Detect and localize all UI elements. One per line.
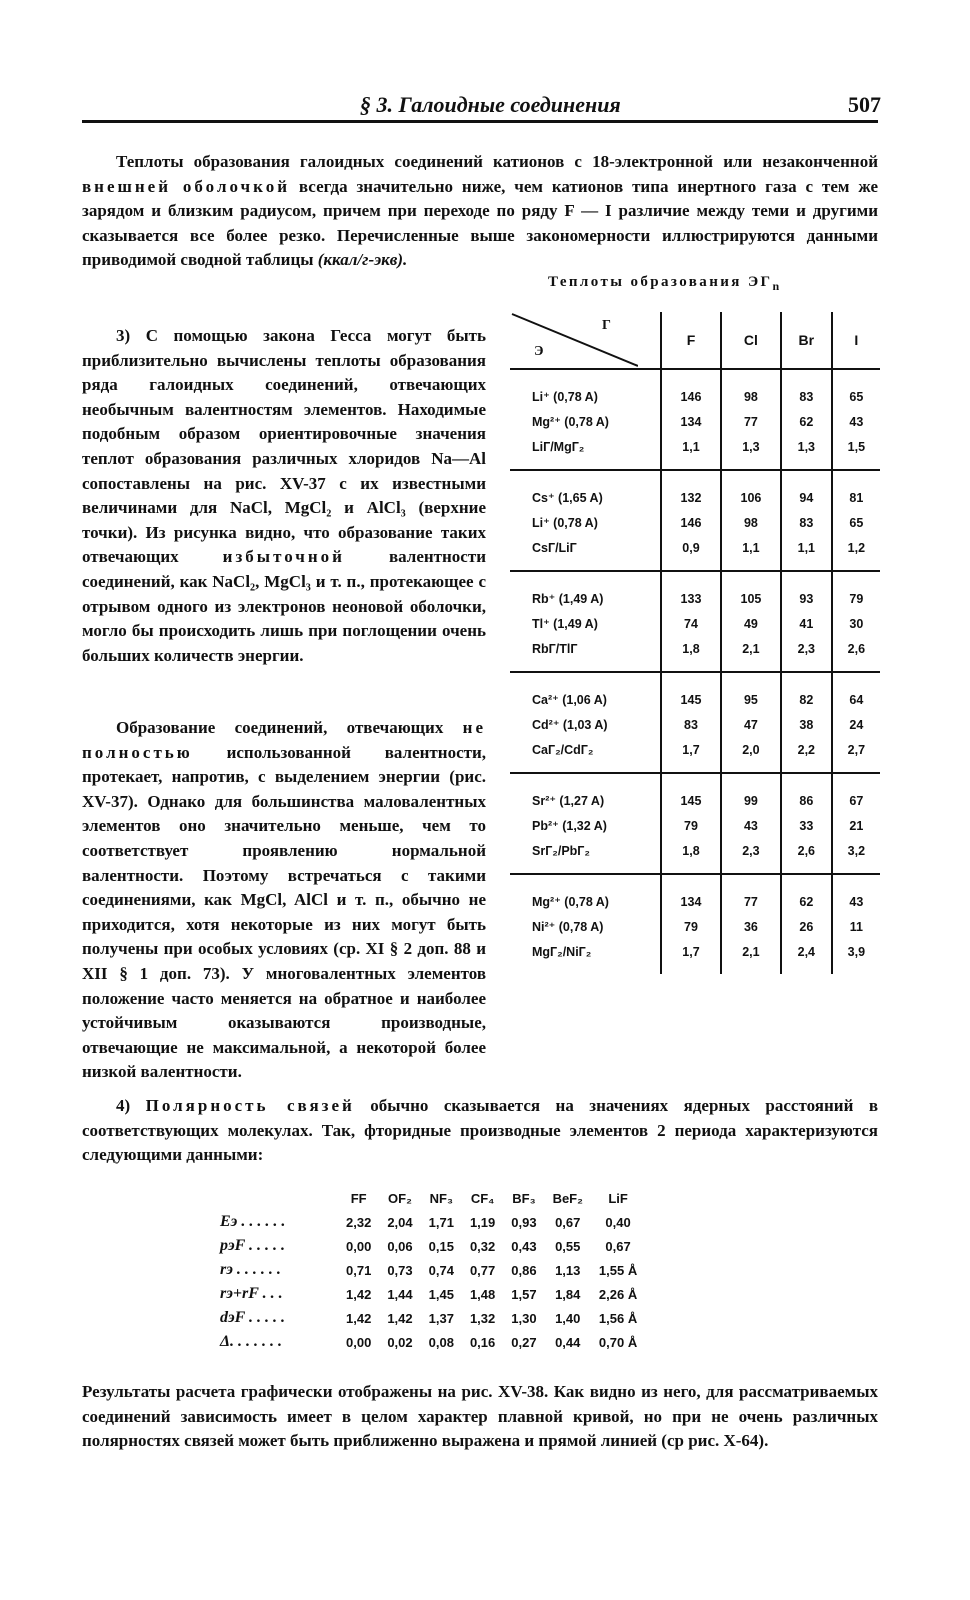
table-cell: 98 bbox=[721, 369, 781, 409]
table-cell: 0,27 bbox=[511, 1334, 537, 1350]
table-cell: 79 bbox=[661, 914, 721, 939]
row-label: dэF . . . . . bbox=[220, 1309, 286, 1326]
table-cell: 1,37 bbox=[428, 1310, 454, 1326]
table-cell: 0,70 Å bbox=[598, 1334, 638, 1350]
table-cell: 105 bbox=[721, 571, 781, 611]
table-cell: 1,7 bbox=[661, 737, 721, 773]
table-cell: 65 bbox=[832, 369, 880, 409]
table-cell: 86 bbox=[781, 773, 832, 813]
table-cell: 95 bbox=[721, 672, 781, 712]
table-heats-column-header: Cl bbox=[721, 312, 781, 369]
table-cell: 2,32 bbox=[346, 1214, 372, 1230]
table-cell: 1,2 bbox=[832, 535, 880, 571]
table-cell: 1,56 Å bbox=[598, 1310, 638, 1326]
para3-spaced-phrase: не полностью bbox=[82, 718, 487, 762]
row-label: RbГ/TlГ bbox=[532, 641, 578, 656]
table-cell: 1,57 bbox=[511, 1286, 537, 1302]
table-heats-column-header: Br bbox=[781, 312, 832, 369]
table-row bbox=[212, 1330, 645, 1354]
table-row bbox=[510, 611, 880, 636]
para1-text: Теплоты образования галоидных соединений катионов с 18-электронной или незаконченной bbox=[116, 152, 878, 171]
table-fluoride-corner bbox=[212, 1186, 338, 1210]
paragraph-heats-intro bbox=[82, 150, 878, 273]
para4-spaced-phrase: Полярность связей bbox=[145, 1096, 355, 1115]
table-cell: 134 bbox=[661, 409, 721, 434]
para3-text-cont: использованной валентности, протекает, напротив, с выделением энергии (рис. XV-37). Однако для большинства маловалентных элементов оно значительно меньше, чем то соответствует проявлению нормальной валентности. Поэтому встречаться с такими соединениями, как MgCl, AlCl и т. п., обычно не приходится, хотя некоторые из них могут быть получены при особых условиях (ср. XI § 2 доп. 88 и XII § 1 доп. 73). У многовалентных элементов положение часто меняется на обратное и наиболее устойчивым оказываются производные, отвечающие не максимальной, а некоторой более низкой валентности. bbox=[82, 742, 487, 1082]
table-fluoride-data bbox=[212, 1186, 645, 1354]
table-cell: 133 bbox=[661, 571, 721, 611]
row-label: Li⁺ (0,78 A) bbox=[532, 516, 598, 530]
table-cell: 146 bbox=[661, 369, 721, 409]
page-number: 507 bbox=[848, 92, 881, 117]
para3-text: Образование соединений, отвечающих bbox=[116, 718, 444, 737]
table-cell: 0,93 bbox=[511, 1214, 537, 1230]
table-row bbox=[510, 434, 880, 470]
row-label: Tl⁺ (1,49 A) bbox=[532, 617, 598, 631]
table-cell: 0,67 bbox=[605, 1238, 631, 1254]
table-cell: 99 bbox=[721, 773, 781, 813]
table-row bbox=[212, 1306, 645, 1330]
table-cell: 1,71 bbox=[428, 1214, 454, 1230]
row-label: Mg²⁺ (0,78 A) bbox=[510, 874, 661, 914]
table-row bbox=[510, 813, 880, 838]
table-cell: 2,0 bbox=[721, 737, 781, 773]
table-fluoride-column-header: BeF₂ bbox=[552, 1190, 583, 1206]
header-rule bbox=[82, 120, 878, 123]
table-cell: 1,45 bbox=[428, 1286, 454, 1302]
table-cell: 79 bbox=[661, 813, 721, 838]
table-cell: 64 bbox=[832, 672, 880, 712]
table-cell: 77 bbox=[721, 874, 781, 914]
table-fluoride-header-row bbox=[212, 1186, 645, 1210]
row-label: Pb²⁺ (1,32 A) bbox=[532, 819, 607, 833]
table-cell: 145 bbox=[661, 672, 721, 712]
table-cell: 11 bbox=[832, 914, 880, 939]
table-cell: 65 bbox=[832, 510, 880, 535]
row-label: rэ . . . . . . bbox=[220, 1261, 281, 1278]
table-cell: 0,55 bbox=[555, 1238, 581, 1254]
table-heats-column-header: I bbox=[832, 312, 880, 369]
table-cell: 79 bbox=[832, 571, 880, 611]
table-cell: 67 bbox=[832, 773, 880, 813]
row-label: rэ+rF . . . bbox=[220, 1285, 283, 1302]
para4-text: обычно сказывается на значениях ядерных расстояний в соответствующих молекулах. Так, фторидные производные элементов 2 периода характеризуются следующими данными: bbox=[82, 1096, 878, 1165]
table-cell: 1,32 bbox=[469, 1310, 496, 1326]
table-cell: 43 bbox=[721, 813, 781, 838]
para2-spaced-phrase: избыточной bbox=[222, 547, 345, 567]
table-cell: 0,32 bbox=[469, 1238, 496, 1254]
table-cell: 0,08 bbox=[428, 1334, 454, 1350]
table-cell: 81 bbox=[832, 470, 880, 510]
table-cell: 132 bbox=[661, 470, 721, 510]
row-label: Ni²⁺ (0,78 A) bbox=[532, 920, 604, 934]
table-cell: 1,44 bbox=[387, 1286, 413, 1302]
row-label: Cs⁺ (1,65 A) bbox=[510, 470, 661, 510]
table-cell: 1,55 Å bbox=[598, 1262, 638, 1278]
row-label: MgГ₂/NiГ₂ bbox=[532, 944, 592, 959]
para1-unit: (ккал/г-экв). bbox=[317, 250, 408, 270]
row-label: Cd²⁺ (1,03 A) bbox=[532, 718, 608, 732]
table-cell: 2,26 Å bbox=[598, 1286, 638, 1302]
table-cell: 62 bbox=[781, 874, 832, 914]
table-cell: 43 bbox=[832, 409, 880, 434]
table-cell: 1,42 bbox=[346, 1286, 372, 1302]
table-cell: 30 bbox=[832, 611, 880, 636]
table-cell: 0,02 bbox=[387, 1334, 413, 1350]
para2-text: С помощью закона Гесса могут быть приблизительно вычислены теплоты образования ряда галоидных соединений, отвечающих необычным валентностям элементов. Находимые подобным образом ориентировочные значения теплот образования различных хлоридов Na—Al сопоставлены на рис. XV-37 с их известными величинами для NaCl, MgCl₂ и AlCl₃ (верхние точки). Из рисунка видно, что образование таких отвечающих bbox=[82, 326, 486, 567]
table-row bbox=[510, 510, 880, 535]
table-row bbox=[212, 1258, 645, 1282]
table-cell: 1,40 bbox=[555, 1310, 581, 1326]
table-cell: 0,86 bbox=[511, 1262, 537, 1278]
para4-number: 4) bbox=[116, 1096, 131, 1115]
table-cell: 0,00 bbox=[346, 1238, 372, 1254]
table-cell: 0,40 bbox=[605, 1214, 631, 1230]
para1-text-cont: всегда значительно ниже, чем катионов типа инертного газа с тем же зарядом и близким радиусом, причем при переходе по ряду F — I различие между теми и другими сказывается все более резко. Перечисленные выше закономерности иллюстрируются данными приводимой сводной таблицы bbox=[82, 176, 879, 270]
table-heats-header-row bbox=[510, 312, 880, 369]
table-cell: 1,42 bbox=[387, 1310, 413, 1326]
table-row bbox=[212, 1210, 645, 1234]
table-cell: 106 bbox=[721, 470, 781, 510]
table-cell: 1,1 bbox=[661, 434, 721, 470]
table-fluoride-column-header: OF₂ bbox=[388, 1190, 412, 1206]
running-header-title: § 3. Галоидные соединения bbox=[360, 92, 621, 117]
row-label: Sr²⁺ (1,27 A) bbox=[510, 773, 661, 813]
table-row bbox=[510, 874, 880, 914]
table-fluoride-column-header: CF₄ bbox=[470, 1190, 495, 1206]
table-fluoride-column-header: FF bbox=[350, 1190, 367, 1206]
table-cell: 38 bbox=[781, 712, 832, 737]
table-cell: 0,15 bbox=[428, 1238, 454, 1254]
table-cell: 2,3 bbox=[781, 636, 832, 672]
table-row bbox=[212, 1282, 645, 1306]
table-cell: 33 bbox=[781, 813, 832, 838]
table-fluoride-column-header: NF₃ bbox=[429, 1190, 453, 1206]
table-cell: 2,04 bbox=[387, 1214, 413, 1230]
table-row bbox=[510, 369, 880, 409]
table-cell: 47 bbox=[721, 712, 781, 737]
table-heats-title-text: Теплоты образования ЭГ bbox=[548, 274, 773, 290]
table-cell: 36 bbox=[721, 914, 781, 939]
row-label: Rb⁺ (1,49 A) bbox=[510, 571, 661, 611]
table-cell: 93 bbox=[781, 571, 832, 611]
table-cell: 49 bbox=[721, 611, 781, 636]
table-row bbox=[510, 672, 880, 712]
row-label: Li⁺ (0,78 A) bbox=[532, 390, 598, 404]
table-cell: 2,4 bbox=[781, 939, 832, 974]
table-row bbox=[510, 409, 880, 434]
table-cell: 0,16 bbox=[469, 1334, 496, 1350]
table-cell: 0,06 bbox=[387, 1238, 413, 1254]
row-label: CaГ₂/CdГ₂ bbox=[532, 742, 594, 757]
table-cell: 1,84 bbox=[555, 1286, 581, 1302]
table-cell: 41 bbox=[781, 611, 832, 636]
table-cell: 1,3 bbox=[721, 434, 781, 470]
para1-spaced-phrase: внешней оболочкой bbox=[82, 176, 291, 196]
table-row bbox=[510, 712, 880, 737]
table-row bbox=[510, 571, 880, 611]
table-cell: 98 bbox=[721, 510, 781, 535]
table-heats-corner-cell bbox=[510, 312, 661, 369]
table-cell: 145 bbox=[661, 773, 721, 813]
table-cell: 0,77 bbox=[469, 1262, 496, 1278]
diagonal-divider bbox=[510, 312, 638, 368]
table-row bbox=[510, 914, 880, 939]
table-cell: 1,7 bbox=[661, 939, 721, 974]
table-heats-title-sub: n bbox=[772, 279, 782, 293]
row-label: SrГ₂/PbГ₂ bbox=[532, 843, 590, 858]
table-fluoride-column-header: BF₃ bbox=[512, 1190, 536, 1206]
table-row bbox=[510, 838, 880, 874]
table-cell: 82 bbox=[781, 672, 832, 712]
para2-text-cont: валентности соединений, как NaCl₂, MgCl₃ и т. п., протекающее с отрывом одного из электронов неоновой оболочки, могло бы происходить лишь при поглощении очень больших количеств энергии. bbox=[82, 547, 486, 665]
table-cell: 2,1 bbox=[721, 939, 781, 974]
row-label: Ca²⁺ (1,06 A) bbox=[510, 672, 661, 712]
table-cell: 2,6 bbox=[832, 636, 880, 672]
row-label: pэF . . . . . bbox=[220, 1237, 286, 1254]
paragraph-results: Результаты расчета графически отображены на рис. XV-38. Как видно из него, для рассматриваемых соединений зависимость имеет в целом характер плавной кривой, но при не очень различных полярностях связей может быть приближенно выражена и прямой линией (ср рис. X-64). bbox=[82, 1382, 878, 1451]
table-cell: 3,9 bbox=[832, 939, 880, 974]
table-cell: 2,6 bbox=[781, 838, 832, 874]
table-cell: 1,13 bbox=[555, 1262, 581, 1278]
table-row bbox=[510, 470, 880, 510]
table-cell: 1,3 bbox=[781, 434, 832, 470]
table-cell: 21 bbox=[832, 813, 880, 838]
table-cell: 1,1 bbox=[721, 535, 781, 571]
table-cell: 0,73 bbox=[387, 1262, 413, 1278]
table-cell: 83 bbox=[781, 510, 832, 535]
table-row bbox=[510, 737, 880, 773]
table-row bbox=[510, 535, 880, 571]
table-cell: 1,19 bbox=[469, 1214, 496, 1230]
table-cell: 2,7 bbox=[832, 737, 880, 773]
table-cell: 0,67 bbox=[555, 1214, 581, 1230]
table-cell: 83 bbox=[781, 369, 832, 409]
table-row bbox=[510, 636, 880, 672]
table-fluoride-column-header: LiF bbox=[608, 1190, 628, 1206]
para2-number: 3) bbox=[116, 326, 131, 345]
table-cell: 2,1 bbox=[721, 636, 781, 672]
table-cell: 0,74 bbox=[428, 1262, 454, 1278]
table-cell: 83 bbox=[661, 712, 721, 737]
table-cell: 24 bbox=[832, 712, 880, 737]
row-label: Eэ . . . . . . bbox=[220, 1213, 286, 1230]
table-cell: 146 bbox=[661, 510, 721, 535]
table-cell: 1,5 bbox=[832, 434, 880, 470]
row-label: Mg²⁺ (0,78 A) bbox=[532, 415, 609, 429]
row-label: CsГ/LiГ bbox=[532, 540, 577, 555]
table-cell: 0,71 bbox=[346, 1262, 372, 1278]
row-label: LiГ/MgГ₂ bbox=[532, 439, 585, 454]
table-cell: 0,00 bbox=[346, 1334, 372, 1350]
paragraph-lower-valence bbox=[82, 716, 486, 1085]
table-cell: 1,1 bbox=[781, 535, 832, 571]
table-cell: 0,43 bbox=[511, 1238, 537, 1254]
table-cell: 62 bbox=[781, 409, 832, 434]
table-row bbox=[510, 939, 880, 974]
paragraph-bond-polarity bbox=[82, 1094, 878, 1168]
table-row bbox=[212, 1234, 645, 1258]
table-cell: 77 bbox=[721, 409, 781, 434]
table-cell: 0,44 bbox=[555, 1334, 581, 1350]
table-cell: 74 bbox=[661, 611, 721, 636]
table-cell: 3,2 bbox=[832, 838, 880, 874]
table-row bbox=[510, 773, 880, 813]
table-cell: 2,3 bbox=[721, 838, 781, 874]
table-cell: 43 bbox=[832, 874, 880, 914]
table-cell: 0,9 bbox=[661, 535, 721, 571]
table-heats-of-formation bbox=[510, 312, 880, 974]
table-heats-column-header: F bbox=[661, 312, 721, 369]
table-cell: 134 bbox=[661, 874, 721, 914]
table-cell: 26 bbox=[781, 914, 832, 939]
corner-label-element: Э bbox=[534, 344, 544, 359]
table-cell: 1,48 bbox=[469, 1286, 496, 1302]
table-cell: 2,2 bbox=[781, 737, 832, 773]
table-cell: 1,8 bbox=[661, 838, 721, 874]
row-label: Δ. . . . . . . bbox=[220, 1333, 283, 1350]
table-cell: 1,8 bbox=[661, 636, 721, 672]
table-cell: 1,42 bbox=[346, 1310, 372, 1326]
paragraph-hess-law bbox=[82, 324, 486, 668]
table-cell: 94 bbox=[781, 470, 832, 510]
table-heats-title bbox=[548, 274, 782, 294]
corner-label-halogen: Г bbox=[602, 318, 611, 333]
table-cell: 1,30 bbox=[511, 1310, 537, 1326]
